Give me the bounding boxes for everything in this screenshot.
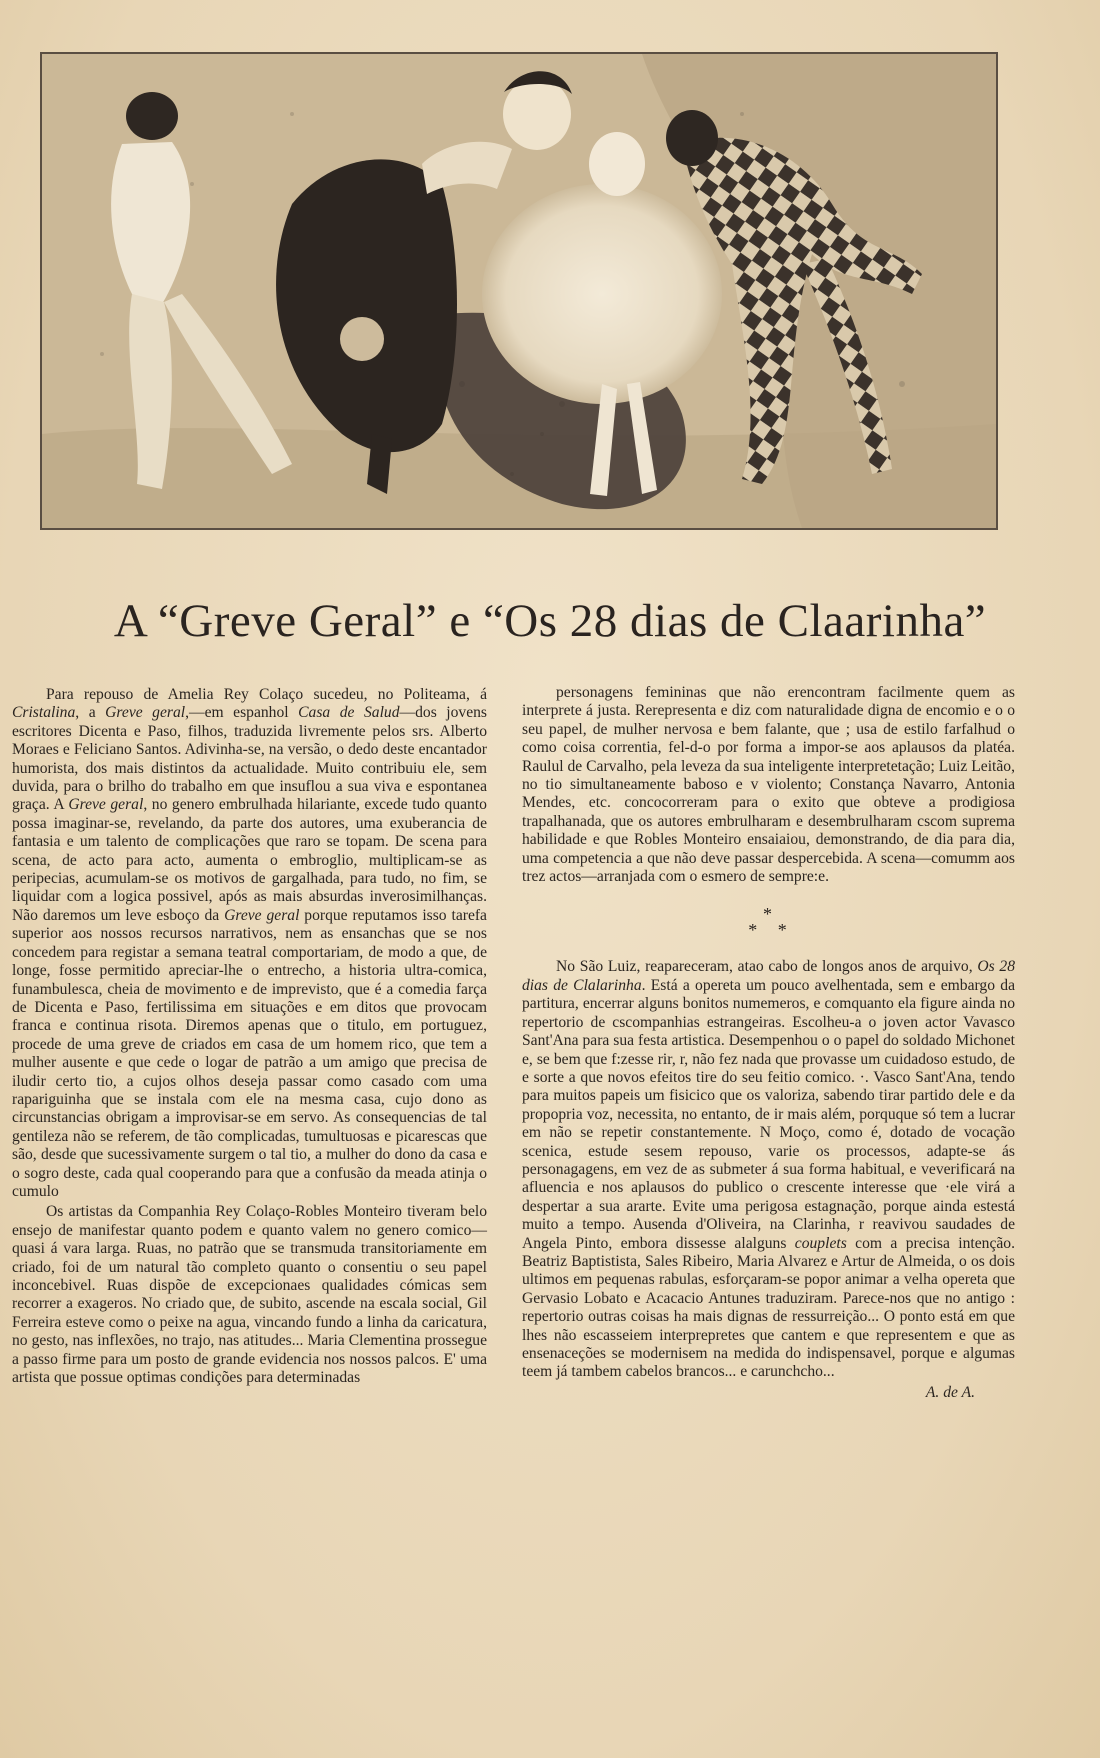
text-run: , no genero embrulhada hilariante, excede tudo quanto possa imaginar-se, revelando, da parte dos autores, uma exuberancia de fantasia e um talento de complicações que raro se topam. De scena para scena, de acto para acto, aumenta o embroglio, multiplicam-se as peripecias, acumulam-se os motivos de gargalhada, para tudo, no fim, se liquidar com a logica possivel, após as mais absurdas inverosimilhanças. Não daremos um leve esboço da <box>12 796 487 924</box>
text-run: ,—em espanhol <box>185 704 299 722</box>
illustration <box>40 52 998 530</box>
paragraph <box>12 686 487 1201</box>
text-run: —dos jovens escritores Dicenta e Paso, filhos, traduzida livremente pelos srs. Alberto Moraes e Feliciano Santos. Adivinha-se, na versão, o dedo deste encantador humorista, dos mais distintos da actualidade. Muito contribuiu ele, sem duvida, para o brilho do trabalho em que insuflou a sua viva e espontanea graça. A <box>12 704 487 814</box>
text-run: Os artistas da Companhia Rey Colaço-Robles Monteiro tiveram belo ensejo de manifestar quanto podem e quanto valem no genero comico—quasi á vara larga. Ruas, no patrão que se transmuda transitoriamente em criado, foi de um natural tão completo quanto o consentiu o seu papel inconcebivel. Ruas dispõe de excepcionaes qualidades cómicas sem recorrer a exageros. No criado que, de subito, ascende na escala social, Gil Ferreira esteve como o peixe na agua, vincando fundo a linha da caricatura, no gesto, nas inflexões, no trajo, nas atitudes... Maria Clementina prossegue a passo firme para um posto de grande evidencia nos nossos palcos. E' uma artista que possue optimas condições para determinadas <box>12 1203 487 1387</box>
right-paragraphs-top <box>522 684 1015 886</box>
text-run: , a <box>75 704 106 722</box>
paragraph <box>12 1203 487 1387</box>
text-run: . Está a opereta um pouco avelhentada, sem e embargo da partitura, encerrar alguns bonitos numemeros, e comquanto ela figure ainda no repertorio de cscompanhias estrangeiras. Escolheu-a o joven actor Vavasco Sant'Ana para sua festa artistica. Desempenhou o o papel do soldado Michonet e, se bem que f:zesse rir, r, não fez nada que provasse um cuidadoso estudo, de e sorte a que novos efeitos tire do seu feitio comico. ·. Vasco Sant'Ana, tendo para muitos papeis um fisicico que os valoriza, sabendo tirar partido dele e da propopria voz, necessita, no entanto, de ir mais além, porquque só tem a lucrar em não se repetir constantemente. N Moço, como é, dotado de vocação scenica, estude sesem repouso, varie os processos, adapte-se ás personagagens, em vez de as submeter á sua forma habitual, e veverificará na afluencia e nos aplausos do publico o crescente interesse que ·ele virá a despertar a sua ararte. Evite uma perigosa estagnação, porque ainda estestá muito a tempo. Ausenda d'Oliveira, na Clarinha, r reavivou saudades de Angela Pinto, embora dissesse alalguns <box>522 976 1015 1252</box>
article-column-left <box>12 686 487 1387</box>
left-paragraphs <box>12 686 487 1387</box>
article-headline: A “Greve Geral” e “Os 28 dias de Claarinha” <box>113 595 987 647</box>
right-paragraphs-bottom <box>522 958 1015 1381</box>
italic-run: Os 28 dias de Clalarinha <box>522 958 1015 994</box>
italic-run: Casa de Salud <box>298 704 400 722</box>
theatre-scene-illustration <box>42 54 996 528</box>
text-run: No São Luiz, reapareceram, atao cabo de longos anos de arquivo, <box>556 958 978 976</box>
section-break-asterism <box>522 904 1015 941</box>
italic-run: couplets <box>794 1234 847 1252</box>
italic-run: Greve geral <box>68 796 144 814</box>
italic-run: Greve geral <box>224 906 300 924</box>
paragraph <box>522 958 1015 1381</box>
author-signature: A. de A. <box>925 1383 975 1401</box>
article-column-right <box>522 684 1015 1402</box>
paragraph <box>522 684 1015 886</box>
asterism-bottom: * * <box>748 920 789 941</box>
text-run: personagens femininas que não erencontram facilmente quem as interprete á justa. Rerepresenta e diz com naturalidade digna de encomio e o o seu papel, de mulher nervosa e bem falante, que ; usa de estilo farfalhud o como coisa correntia, fel-d-o por forma a impor-se aos aplausos da platéa. Raulul de Carvalho, pela leveza da sua inteligente interpretetação; Luiz Leitão, no tio simultaneamente baboso e v violento; Constança Navarro, Antonia Mendes, etc. concocorreram para o exito que obteve a prodigiosa trapalhanada, que os autores embrulharam e desembrulharam cscom suprema habilidade e que Robles Monteiro ensaiaiou, demonstrando, de dia para dia, uma competencia a que não deve passar despercebida. A scena—comumm aos trez actos—arranjada com o esmero de sempre:e. <box>522 684 1015 886</box>
text-run: Para repouso de Amelia Rey Colaço sucedeu, no Politeama, á <box>46 686 487 703</box>
italic-run: Greve geral <box>105 704 186 722</box>
text-run: porque reputamos isso tarefa superior aos nossos recursos narrativos, nem as ensanchas que se nos concedem para registar a semana teatral comportariam, de modo a que, de longe, fosse permitido apreciar-lhe o entrecho, a historia ultra-comica, funambulesca, cheia de movimento e de imprevisto, que é a comedia farça de Dicenta e Paso, fertilissima em situações e em ditos que provocam franca e continua risota. Diremos apenas que o titulo, em portuguez, procede de uma greve de criados em casa de um homem rico, que tem a mulher ausente e que cede o logar de patrão a um amigo que precisa de iludir certo tio, a cujos olhos deseja passar como casado com uma rapariguinha que se instala com ele na mesma casa, cujo dono as circunstancias obrigam a improvisar-se em servo. As consequencias de tal gentileza não se referem, de tão complicadas, tumultuosas e picarescas que são, desde que sucessivamente surgem o tal tio, a mulher do dono da casa e o sogro deste, cada qual cooperando para que a confusão da meada atinja o cumulo <box>12 906 487 1200</box>
italic-run: Cristalina <box>12 704 76 722</box>
asterism-top: * <box>763 904 774 925</box>
text-run: com a precisa intenção. Beatriz Baptistista, Sales Ribeiro, Maria Alvarez e Artur de Almeida, o os dois ultimos em pequenas rabulas, esforçaram-se popor animar a velha opereta que Gervasio Lobato e Acacacio Antunes traduziram. Parece-nos que no antigo : repertorio outras coisas ha mais dignas de ressurreição... O ponto está em que lhes não escasseiem interprepretes que cantem e que representem e que as ensenaceções se modernisem na medida do indispensavel, porque e algumas teem já tambem cabelos brancos... e carunchcho... <box>522 1234 1015 1381</box>
